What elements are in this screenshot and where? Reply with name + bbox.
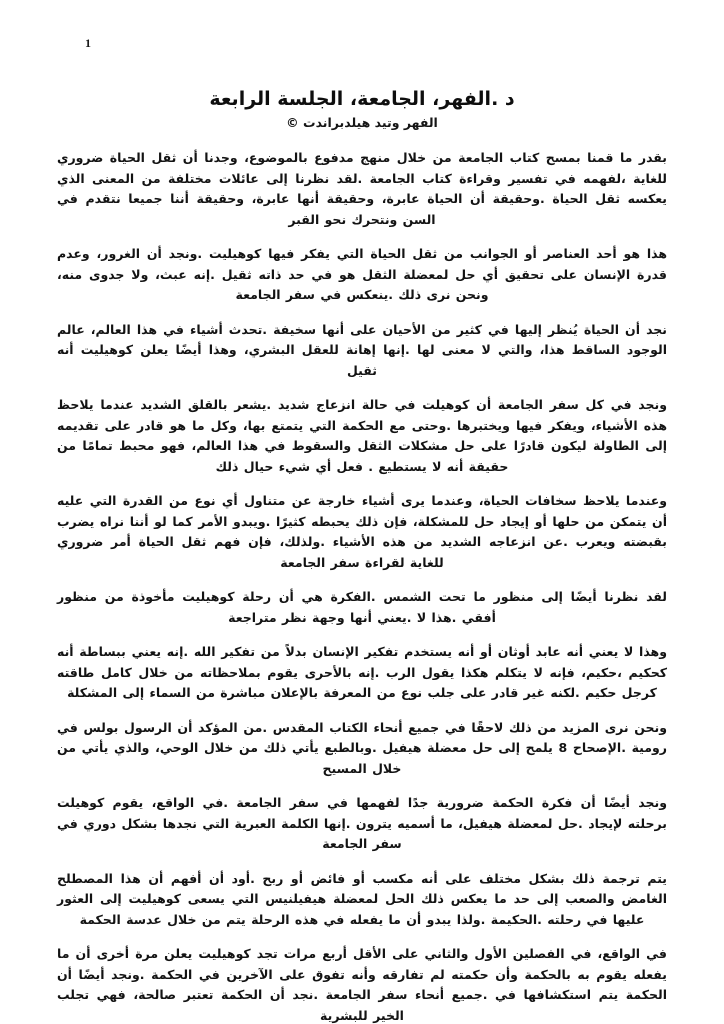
document-byline: الفهر وتيد هيلدبراندت © [286, 115, 438, 130]
page-number: 1 [85, 36, 91, 50]
paragraph: هذا هو أحد العناصر أو الجوانب من ثقل الحياة التي يفكر فيها كوهيليت .ونجد أن الغرور، وعدم قدرة الإنسان على تحقيق أي حل لمعضلة الثقل هو في حد ذاته ثقيل .إنه عبث، ولا جدوى منه، ونحن نرى ذلك .ينعكس في سفر الجامعة [57, 246, 667, 302]
paragraph: ونجد في كل سفر الجامعة أن كوهيلت في حالة انزعاج شديد .يشعر بالقلق الشديد عندما يلاحظ هذه الأشياء، ويفكر فيها ويختبرها .وحتى مع الحكمة التي يتمتع بها، وكل ما هو قادر على تقديمه إلى الطاولة ليكون قادرًا على حل مشكلات الثقل والسقوط في هذا العالم، فهو محبط تمامًا من حقيقة أنه لا يستطيع . فعل أي شيء حيال ذلك [57, 397, 667, 474]
paragraph: لقد نظرنا أيضًا إلى منظور ما تحت الشمس .الفكرة هي أن رحلة كوهيليت مأخوذة من منظور أفقي .هذا لا .يعني أنها وجهة نظر متراجعة [57, 589, 667, 625]
paragraph: في الواقع، في الفصلين الأول والثاني على الأقل أربع مرات تجد كوهيليت يعلن مرة أخرى أن ما يفعله يقوم به بالحكمة وأن حكمته لم تفارقه وأنه تفوق على الآخرين في الحكمة .ونجد أيضًا أن الحكمة يتم استكشافها في .جميع أنحاء سفر الجامعة .نجد أن الحكمة تعتبر صالحة، فهي تجلب الخير للبشرية [57, 946, 667, 1023]
document-title: د .الفهر، الجامعة، الجلسة الرابعة [209, 88, 515, 110]
paragraph: ونحن نرى المزيد من ذلك لاحقًا في جميع أنحاء الكتاب المقدس .من المؤكد أن الرسول بولس في رومية .الإصحاح 8 يلمح إلى حل معضلة هيفيل .وبالطبع يأتي ذلك من خلال الوحي، والذي يأتي من خلال المسيح [57, 719, 667, 776]
document-header [0, 0, 724, 130]
document-body [57, 148, 667, 1024]
paragraph: نجد أن الحياة يُنظر إليها في كثير من الأحيان على أنها سخيفة .تحدث أشياء في هذا العالم، عالم الوجود الساقط هذا، والتي لا معنى لها .إنها إهانة للعقل البشري، وهذا أيضًا يعلن كوهيليت أنه ثقيل [57, 321, 667, 378]
paragraph: يتم ترجمة ذلك بشكل مختلف على أنه مكسب أو فائض أو ربح .أود أن أفهم أن هذا المصطلح الغامض والصعب إلى حد ما يعكس ذلك الحل لمعضلة هيفيلنيس التي يسعى كوهيليت إلى العثور عليها في رحلته .الحكيمة .ولذا يبدو أن ما يفعله في هذه الرحلة يتم من خلال عدسة الحكمة [57, 870, 667, 927]
paragraph: بقدر ما قمنا بمسح كتاب الجامعة من خلال منهج مدفوع بالموضوع، وجدنا أن ثقل الحياة ضروري للغاية ،لفهمه في تفسير وقراءة كتاب الجامعة .لقد نظرنا إلى عائلات مختلفة من المعنى الذي يعكسه ثقل الحياة .وحقيقة أن الحياة عابرة، وحقيقة أنها عابرة، وحقيقة أننا جميعا نتقدم في السن ونتحرك نحو القبر [57, 150, 667, 227]
paragraph: وهذا لا يعني أنه عابد أوثان أو أنه يستخدم تفكير الإنسان بدلاً من تفكير الله .إنه يعني ببساطة أنه كحكيم ،حكيم، فإنه لا يتكلم هكذا يقول الرب .إنه بالأحرى يقوم بملاحظاته من خلال كامل طاقته كرجل حكيم .لكنه غير قادر على جلب نوع من المعرفة بالإعلان مباشرة من السماء إلى المشكلة [57, 644, 667, 700]
paragraph: ونجد أيضًا أن فكرة الحكمة ضرورية جدًا لفهمها في سفر الجامعة .في الواقع، يقوم كوهيلت برحلته لإيجاد .حل لمعضلة هيفيل، ما أسميه يترون .إنها الكلمة العبرية التي نجدها بشكل دوري في سفر الجامعة [57, 795, 667, 851]
paragraph: وعندما يلاحظ سخافات الحياة، وعندما يرى أشياء خارجة عن متناول أي نوع من القدرة التي عليه أن يتمكن من حلها أو إيجاد حل للمشكلة، فإن ذلك يحبطه كثيرًا .ويبدو الأمر كما لو أننا نراه يضرب بقبضته ويعرب .عن انزعاجه الشديد من هذه الأشياء .ولذلك، فإن فهم ثقل الحياة أمر ضروري للغاية لقراءة سفر الجامعة [57, 493, 667, 570]
